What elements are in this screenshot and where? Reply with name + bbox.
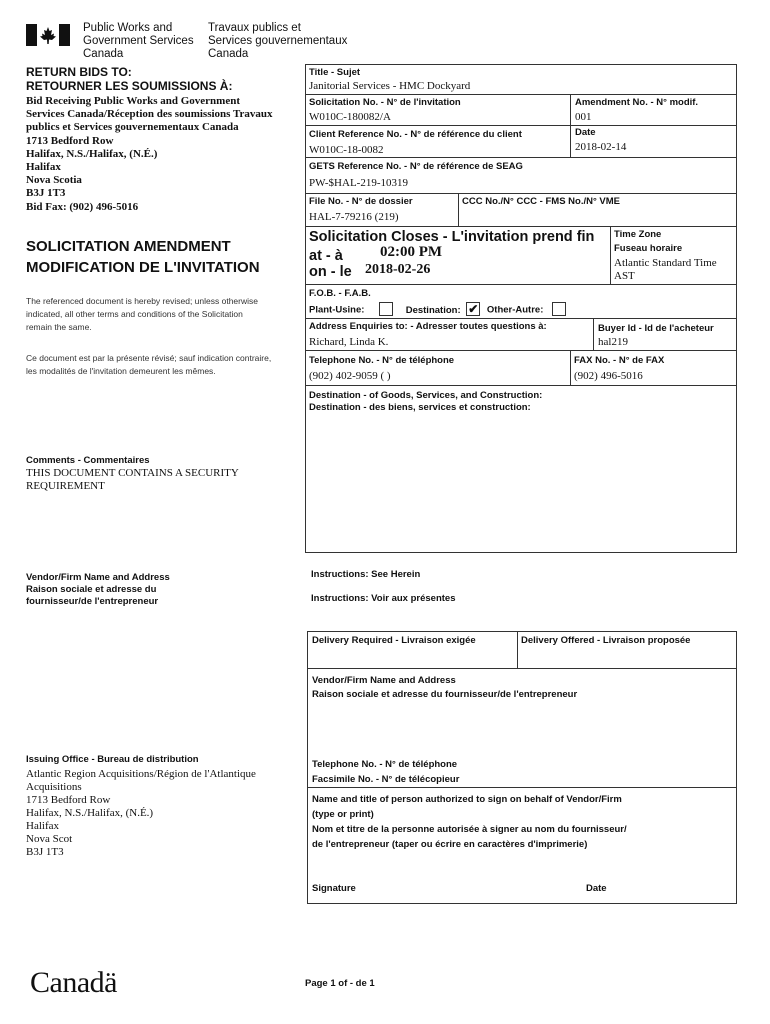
amendment-no-value: 001 (575, 111, 592, 123)
auth-label-line: de l'entrepreneur (taper ou écrire en caractères d'imprimerie) (312, 839, 588, 850)
address-line: Halifax, N.S./Halifax, (N.É.) (26, 147, 158, 160)
divider (305, 284, 737, 285)
fax-label: FAX No. - N° de FAX (574, 355, 665, 366)
enquiries-value: Richard, Linda K. (309, 336, 389, 348)
notice-line: remain the same. (26, 322, 92, 332)
divider (570, 94, 571, 157)
address-line: Bid Receiving Public Works and Government (26, 95, 241, 107)
divider (305, 193, 737, 194)
vendor-name-address-label (312, 674, 577, 702)
auth-label-line: Nom et titre de la personne autorisée à signer au nom du fournisseur/ (312, 824, 627, 835)
closing-time-value: 02:00 PM (380, 244, 443, 260)
return-bids-address (26, 95, 273, 214)
document-title-en: SOLICITATION AMENDMENT (26, 238, 231, 255)
page-number: Page 1 of - de 1 (305, 978, 375, 989)
other-label: Other-Autre: (486, 304, 544, 316)
department-name-en (83, 22, 194, 61)
destination-goods-fr: Destination - des biens, services et construction: (309, 402, 531, 413)
title-label: Title - Sujet (309, 67, 361, 78)
solicitation-no-label: Solicitation No. - N° de l'invitation (309, 97, 461, 108)
date-value: 2018-02-14 (575, 141, 627, 153)
divider (305, 226, 737, 227)
authorized-signer-label (312, 792, 627, 852)
vendor-telephone-label: Telephone No. - N° de téléphone (312, 759, 458, 770)
plant-label: Plant-Usine: (309, 304, 365, 316)
address-line: B3J 1T3 (26, 187, 66, 200)
divider (307, 668, 737, 669)
return-bids-title-fr: RETOURNER LES SOUMISSIONS À: (26, 79, 233, 93)
delivery-required-label: Delivery Required - Livraison exigée (312, 635, 476, 646)
time-zone-abbr: AST (614, 270, 635, 282)
divider (305, 94, 737, 95)
issuing-line: Nova Scot (26, 833, 73, 845)
issuing-office-address (26, 768, 256, 859)
divider (305, 385, 737, 386)
issuing-line: Halifax (26, 820, 59, 832)
dept-en-line: Canada (83, 48, 124, 60)
instructions-en: Instructions: See Herein (311, 569, 421, 580)
file-no-value: HAL-7-79216 (219) (309, 211, 399, 223)
ccc-no-label: CCC No./N° CCC - FMS No./N° VME (462, 196, 621, 207)
client-reference-label: Client Reference No. - N° de référence du client (309, 129, 522, 140)
solicitation-no-value: W010C-180082/A (309, 111, 391, 123)
return-bids-title (26, 65, 232, 93)
time-zone-label: Time Zone (614, 229, 662, 240)
fax-value: (902) 496-5016 (574, 370, 643, 382)
divider (307, 787, 737, 788)
client-reference-value: W010C-18-0082 (309, 144, 384, 156)
divider (610, 226, 611, 284)
plant-checkbox[interactable] (379, 302, 393, 316)
telephone-label: Telephone No. - N° de téléphone (309, 355, 455, 366)
at-label: at - à (309, 248, 343, 264)
document-title-fr: MODIFICATION DE L'INVITATION (26, 259, 260, 276)
comments-line: REQUIREMENT (26, 480, 105, 492)
dept-fr-line: Canada (208, 48, 249, 60)
amendment-no-label: Amendment No. - N° modif. (575, 97, 699, 108)
checkmark-icon: ✔ (468, 302, 479, 316)
signature-label: Signature (312, 883, 356, 894)
vendor-label-line: Raison sociale et adresse du (26, 584, 157, 595)
time-zone-value: Atlantic Standard Time (614, 257, 717, 269)
buyer-id-label: Buyer Id - Id de l'acheteur (598, 323, 714, 334)
divider (593, 318, 594, 350)
divider (305, 318, 737, 319)
canada-wordmark: Canadä (30, 966, 117, 999)
signature-date-label: Date (586, 883, 607, 894)
comments-label: Comments - Commentaires (26, 455, 150, 466)
department-name-fr (208, 22, 347, 61)
auth-label-line: Name and title of person authorized to sign on behalf of Vendor/Firm (312, 794, 622, 805)
destination-goods-en: Destination - of Goods, Services, and Construction: (309, 390, 543, 401)
revision-notice-en (26, 295, 258, 334)
destination-checkbox[interactable] (466, 302, 480, 316)
gets-reference-label: GETS Reference No. - N° de référence de SEAG (309, 161, 523, 172)
issuing-line: Halifax, N.S./Halifax, (N.É.) (26, 807, 154, 819)
divider (305, 157, 737, 158)
divider (517, 631, 518, 668)
issuing-line: Atlantic Region Acquisitions/Région de l'Atlantique (26, 768, 256, 780)
vendor-label-en: Vendor/Firm Name and Address (312, 675, 456, 686)
issuing-line: 1713 Bedford Row (26, 794, 111, 806)
issuing-office (26, 754, 256, 859)
instructions-fr: Instructions: Voir aux présentes (311, 593, 456, 604)
date-label: Date (575, 127, 596, 138)
other-checkbox[interactable] (552, 302, 566, 316)
revision-notice-fr (26, 352, 271, 378)
divider (570, 350, 571, 385)
document-title (26, 236, 260, 278)
closing-date-value: 2018-02-26 (365, 262, 431, 277)
on-label: on - le (309, 264, 352, 280)
buyer-id-value: hal219 (598, 336, 628, 348)
time-zone-label-fr: Fuseau horaire (614, 243, 683, 254)
vendor-firm-label (26, 572, 170, 608)
vendor-label-line: Vendor/Firm Name and Address (26, 572, 170, 583)
dept-en-line: Government Services (83, 35, 194, 47)
comments-line: THIS DOCUMENT CONTAINS A SECURITY (26, 467, 239, 479)
return-bids-title-en: RETURN BIDS TO: (26, 65, 132, 79)
address-line: Bid Fax: (902) 496-5016 (26, 200, 139, 213)
fob-options (309, 303, 570, 317)
gets-reference-value: PW-$HAL-219-10319 (309, 177, 408, 189)
divider (305, 350, 737, 351)
vendor-facsimile-label: Facsimile No. - N° de télécopieur (312, 774, 460, 785)
address-line: Halifax (26, 161, 61, 174)
destination-goods-label (309, 390, 542, 414)
issuing-office-label: Issuing Office - Bureau de distribution (26, 754, 199, 765)
comments-text (26, 467, 239, 493)
notice-line: indicated, all other terms and conditions of the Solicitation (26, 309, 243, 319)
dept-fr-line: Services gouvernementaux (208, 35, 348, 47)
issuing-line: B3J 1T3 (26, 846, 64, 858)
delivery-offered-label: Delivery Offered - Livraison proposée (521, 635, 691, 646)
file-no-label: File No. - N° de dossier (309, 196, 413, 207)
telephone-value: (902) 402-9059 ( ) (309, 370, 391, 382)
canada-flag-icon (26, 24, 70, 46)
address-line: 1713 Bedford Row (26, 134, 114, 147)
notice-line: Ce document est par la présente révisé; sauf indication contraire, (26, 353, 272, 363)
address-line: Services Canada/Réception des soumissions Travaux (26, 108, 273, 121)
notice-line: les modalités de l'invitation demeurent les mêmes. (26, 366, 216, 376)
address-line: publics et Services gouvernementaux Canada (26, 121, 239, 134)
title-value: Janitorial Services - HMC Dockyard (309, 80, 471, 92)
vendor-label-line: fournisseur/de l'entrepreneur (26, 596, 159, 607)
auth-label-line: (type or print) (312, 809, 374, 820)
vendor-label-fr: Raison sociale et adresse du fournisseur/de l'entrepreneur (312, 689, 578, 700)
address-line: Nova Scotia (26, 174, 82, 187)
solicitation-closes-label: Solicitation Closes - L'invitation prend fin (309, 229, 595, 245)
issuing-line: Acquisitions (26, 781, 82, 793)
enquiries-label: Address Enquiries to: - Adresser toutes questions à: (309, 321, 547, 332)
destination-label: Destination: (405, 304, 461, 316)
notice-line: The referenced document is hereby revised; unless otherwise (26, 296, 258, 306)
dept-fr-line: Travaux publics et (208, 22, 301, 34)
divider (305, 125, 737, 126)
divider (458, 193, 459, 226)
comments-section (26, 455, 239, 493)
fob-label: F.O.B. - F.A.B. (309, 288, 371, 299)
dept-en-line: Public Works and (83, 22, 173, 34)
